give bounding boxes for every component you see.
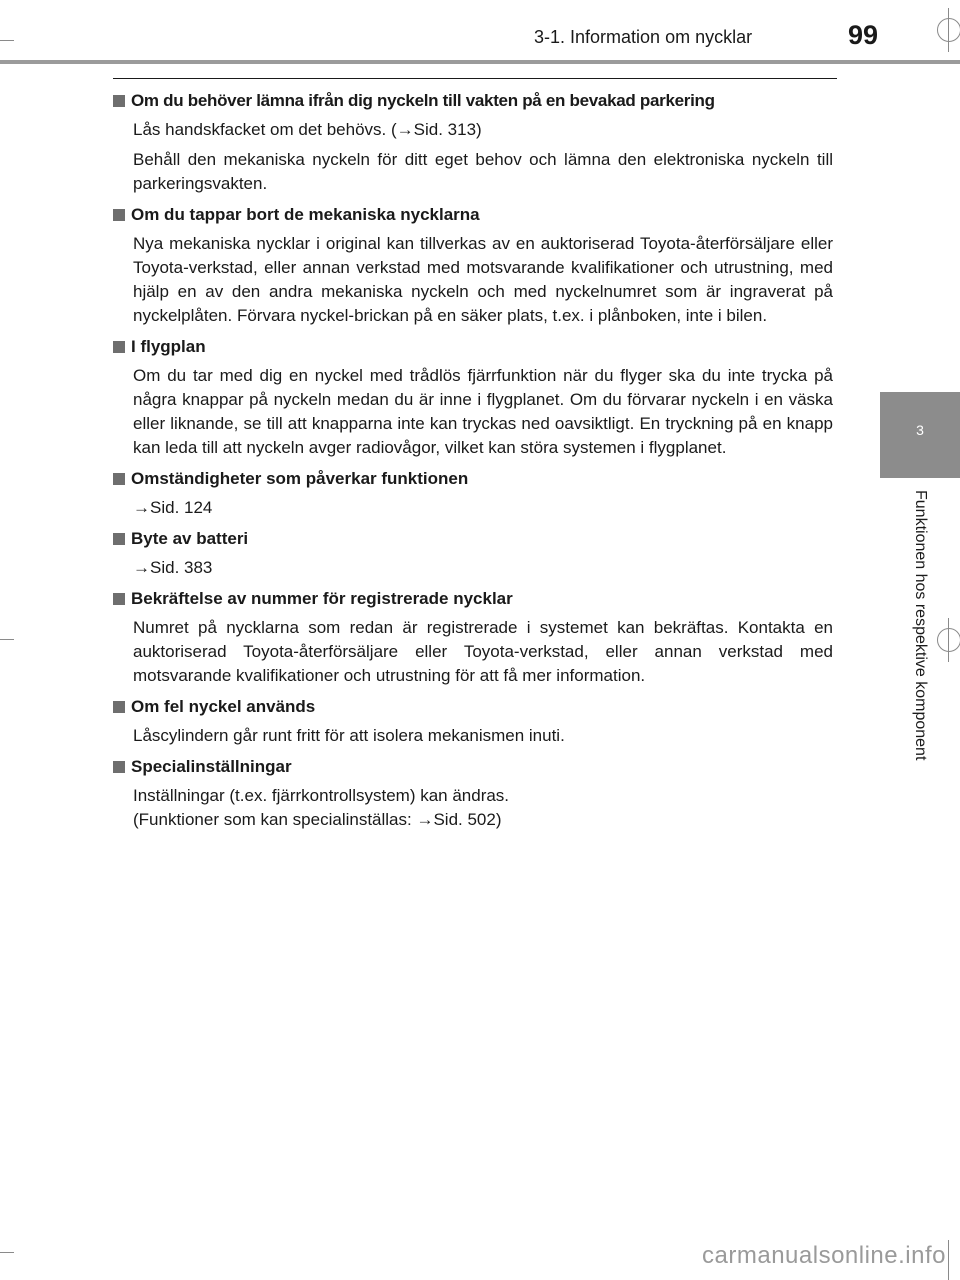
page-reference: →Sid. 383 (133, 558, 213, 577)
paragraph: Lås handskfacket om det behövs. (→Sid. 313) (133, 120, 482, 139)
square-bullet-icon (113, 473, 125, 485)
chapter-number: 3 (916, 422, 924, 438)
section-title (113, 588, 833, 610)
square-bullet-icon (113, 209, 125, 221)
section-title (113, 756, 833, 778)
section-title (113, 204, 833, 226)
square-bullet-icon (113, 341, 125, 353)
section-title-text: Om fel nyckel används (131, 697, 316, 716)
section-lost-keys (113, 204, 833, 328)
section-title-text: Om du tappar bort de mekaniska nycklarna (131, 205, 480, 224)
paragraph: Om du tar med dig en nyckel med trådlös fjärrfunktion när du flyger ska du inte trycka på några knappar på nyckeln medan du är inne i flygplanet. Om du förvarar nyckeln i en väska eller liknande, se till att knapparna inte kan tryckas ned oavsiktligt. En tryckning på en knapp kan leda till att nyckeln avger radiovågor, vilket kan störa systemen i flygplanet. (133, 366, 833, 457)
page-content (113, 90, 833, 840)
footer-watermark: carmanualsonline.info (702, 1242, 946, 1269)
square-bullet-icon (113, 761, 125, 773)
section-conditions (113, 468, 833, 520)
paragraph: Låscylindern går runt fritt för att isolera mekanismen inuti. (133, 726, 565, 745)
section-title (113, 696, 833, 718)
crop-mark (0, 40, 14, 41)
content-top-rule (113, 78, 837, 79)
section-title (113, 468, 833, 490)
section-key-numbers (113, 588, 833, 688)
paragraph-line: Inställningar (t.ex. fjärrkontrollsystem) kan ändras. (133, 786, 510, 805)
crop-mark (0, 639, 14, 640)
crop-mark (948, 618, 949, 662)
square-bullet-icon (113, 533, 125, 545)
paragraph: Nya mekaniska nycklar i original kan tillverkas av en auktoriserad Toyota-återförsäljare eller Toyota-verkstad, eller annan verkstad med motsvarande kvalifikationer och utrustning, med hjälp en av den andra mekaniska nyckeln och med nyckelnumret som är ingraverat på nyckelplåten. Förvara nyckel-brickan på en säker plats, t.ex. i plånboken, inte i bilen. (133, 234, 833, 325)
paragraph: Numret på nycklarna som redan är registrerade i systemet kan bekräftas. Kontakta en auktoriserad Toyota-återförsäljare eller Toyota-verkstad, eller annan verkstad med motsvarande kvalifikationer och utrustning för att få mer information. (133, 618, 833, 685)
square-bullet-icon (113, 701, 125, 713)
section-title (113, 336, 833, 358)
section-title-text: I flygplan (131, 337, 206, 356)
square-bullet-icon (113, 593, 125, 605)
paragraph-line: (Funktioner som kan specialinställas: →Sid. 502) (133, 810, 502, 829)
chapter-tab (880, 392, 960, 478)
paragraph: Behåll den mekaniska nyckeln för ditt eget behov och lämna den elektroniska nyckeln till parkeringsvakten. (133, 150, 833, 193)
square-bullet-icon (113, 95, 125, 107)
crop-mark (948, 1240, 949, 1280)
crop-mark (0, 1252, 14, 1253)
header-section-title: 3-1. Information om nycklar (534, 27, 753, 47)
section-customization (113, 756, 833, 832)
header-rule (0, 60, 960, 64)
page-number: 99 (847, 20, 878, 50)
section-title (113, 90, 833, 112)
section-wrong-key (113, 696, 833, 748)
section-title-text: Omständigheter som påverkar funktionen (131, 469, 469, 488)
section-title-text: Byte av batteri (131, 529, 249, 548)
section-airplane (113, 336, 833, 460)
section-title-text: Bekräftelse av nummer för registrerade nycklar (131, 589, 513, 608)
crop-mark (948, 8, 949, 52)
section-title-text: Om du behöver lämna ifrån dig nyckeln till vakten på en bevakad parkering (131, 91, 715, 110)
section-parking-attendant (113, 90, 833, 196)
page-reference: →Sid. 124 (133, 498, 213, 517)
section-title-text: Specialinställningar (131, 757, 292, 776)
section-battery (113, 528, 833, 580)
chapter-label: Funktionen hos respektive komponent (912, 490, 929, 761)
section-title (113, 528, 833, 550)
